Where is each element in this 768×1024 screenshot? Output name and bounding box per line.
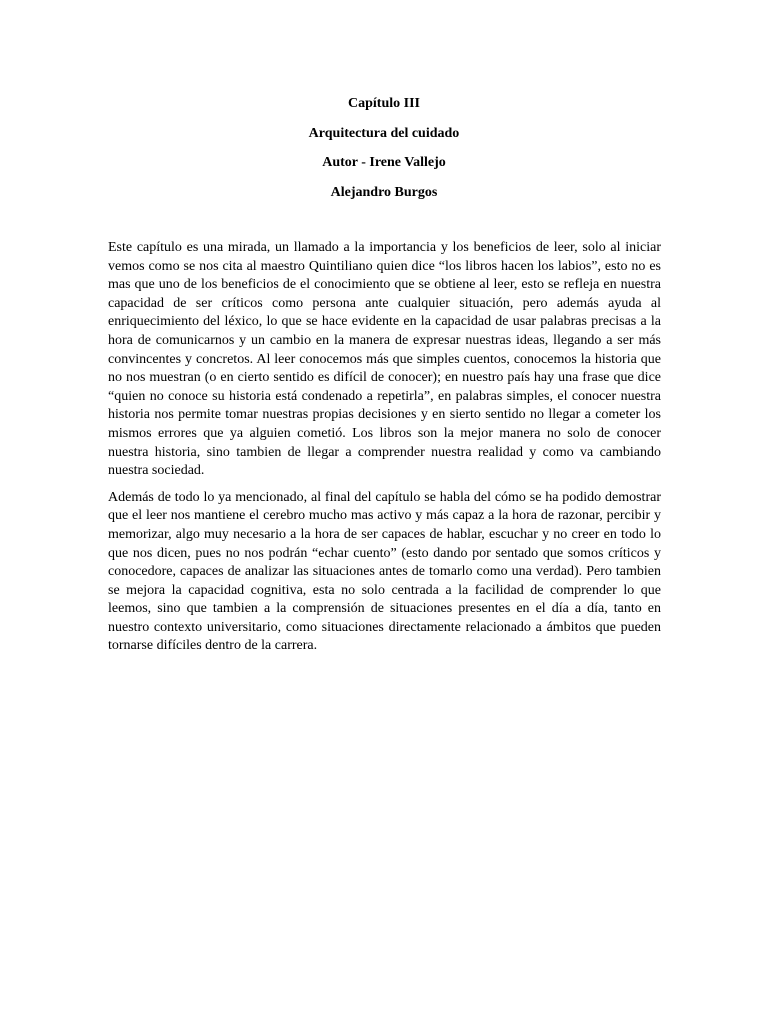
student-name: Alejandro Burgos xyxy=(330,184,438,200)
document-header xyxy=(0,89,768,207)
document-body xyxy=(108,239,661,664)
chapter-title: Arquitectura del cuidado xyxy=(308,125,460,141)
paragraph-2: Además de todo lo ya mencionado, al final del capítulo se habla del cómo se ha podido demostrar que el leer nos mantiene el cerebro mucho mas activo y más capaz a la hora de razonar, percibir y memorizar, algo muy necesario a la hora de ser capaces de hablar, escuchar y no creer en todo lo que nos dicen, pues no nos podrán “echar cuento” (esto dando por sentado que somos críticos y conocedore, capaces de analizar las situaciones antes de tomarlo como una verdad). Pero tambien se mejora la capacidad cognitiva, esta no solo centrada a la facilidad de comprender lo que leemos, sino que tambien a la comprensión de situaciones presentes en el día a día, tanto en nuestro contexto universitario, como situaciones directamente relacionado a ámbitos que pueden tornarse difíciles dentro de la carrera. xyxy=(108,489,661,654)
chapter-heading: Capítulo III xyxy=(348,96,420,111)
paragraph-1: Este capítulo es una mirada, un llamado a la importancia y los beneficios de leer, solo al iniciar vemos como se nos cita al maestro Quintiliano quien dice “los libros hacen los labios”, esto no es mas que uno de los beneficios de el conocimiento que se obtiene al leer, esto se refleja en nuestra capacidad de ser críticos como persona ante cualquier situación, pero además ayuda al enriquecimiento del léxico, lo que se hace evidente en la capacidad de usar palabras precisas a la hora de comunicarnos y un cambio en la manera de expresar nuestras ideas, llegando a ser más convincentes y concretos. Al leer conocemos más que simples cuentos, conocemos la historia que no nos muestran (o en cierto sentido es difícil de conocer); en nuestro país hay una frase que dice “quien no conoce su historia está condenado a repetirla”, en palabras simples, el conocer nuestra historia nos permite tomar nuestras propias decisiones y en sierto sentido no llegar a cometer los mismos errores que ya alguien cometió. Los libros son la mejor manera no solo de conocer nuestra historia, sino tambien de llegar a comprender nuestra realidad y como va cambiando nuestra sociedad. xyxy=(108,240,661,479)
author-line: Autor - Irene Vallejo xyxy=(322,155,446,170)
